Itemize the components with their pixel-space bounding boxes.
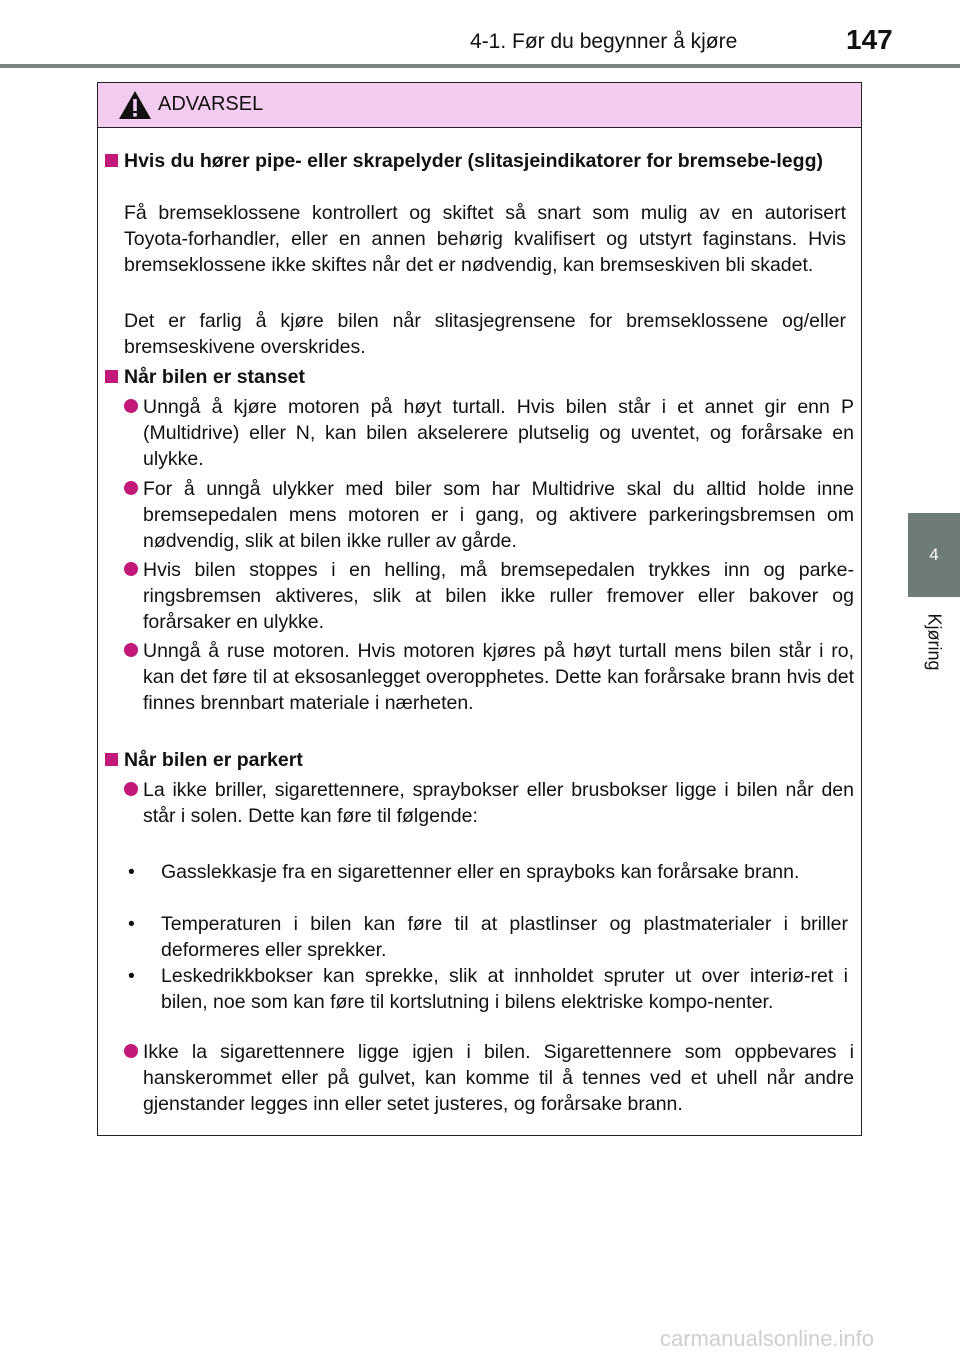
- section-heading-stopped: Når bilen er stanset: [105, 364, 855, 390]
- heading-marker: [105, 370, 118, 383]
- warning-box: [97, 82, 862, 1136]
- sub-list-item: • Leskedrikkbokser kan sprekke, slik at innholdet spruter ut over interiø-ret i bilen, noe som kan føre til kortslutning i bilens elektriske kompo-nenter.: [128, 965, 848, 1013]
- chapter-number: 4: [929, 545, 939, 564]
- list-item: Ikke la sigarettennere ligge igjen i bilen. Sigarettennere som oppbevares i hanskerommet eller på gulvet, kan komme til å tennes ved et uhell når andre gjenstander legges inn eller setet justeres, og forårsake brann.: [124, 1039, 854, 1117]
- list-item: La ikke briller, sigarettennere, spraybokser eller brusbokser ligge i bilen når den står i solen. Dette kan føre til følgende:: [124, 777, 854, 829]
- sub-bullet-mark: •: [128, 861, 135, 883]
- list-item: For å unngå ulykker med biler som har Multidrive skal du alltid holde inne bremsepedalen mens motoren er i gang, og aktivere parkeringsbremsen om nødvendig, slik at bilen ikke ruller av gårde.: [124, 476, 854, 554]
- list-item: Unngå å kjøre motoren på høyt turtall. Hvis bilen står i et annet gir enn P (Multidrive) eller N, kan bilen akselerere plutselig og uventet, og forårsake en ulykke.: [124, 394, 854, 472]
- bullet-dot: [124, 562, 138, 576]
- bullet-dot: [124, 399, 138, 413]
- header-divider: [0, 64, 960, 68]
- chapter-tab[interactable]: [908, 513, 960, 597]
- sub-list-item: • Gasslekkasje fra en sigarettenner eller en sprayboks kan forårsake brann.: [128, 861, 800, 883]
- sub-bullet-mark: •: [128, 913, 135, 935]
- bullet-dot: [124, 481, 138, 495]
- heading-marker: [105, 753, 118, 766]
- bullet-dot: [124, 1044, 138, 1058]
- heading-marker: [105, 154, 118, 167]
- warning-triangle-icon: [118, 90, 152, 120]
- list-item: Hvis bilen stoppes i en helling, må bremsepedalen trykkes inn og parke-ringsbremsen aktiveres, slik at bilen ikke ruller fremover eller bakover og forårsaker en ulykke.: [124, 557, 854, 635]
- watermark: carmanualsonline.info: [660, 1326, 875, 1351]
- sub-bullet-mark: •: [128, 965, 135, 987]
- warning-title: ADVARSEL: [158, 93, 264, 115]
- list-item: Unngå å ruse motoren. Hvis motoren kjøres på høyt turtall mens bilen står i ro, kan det føre til at eksosanlegget overopphetes. Dette kan forårsake brann hvis det finnes brennbart materiale i nærheten.: [124, 638, 854, 716]
- bullet-dot: [124, 643, 138, 657]
- paragraph: Det er farlig å kjøre bilen når slitasjegrensene for bremseklossene og/eller bremseskivene overskrides.: [124, 310, 846, 358]
- page-number: 147: [846, 24, 893, 55]
- warning-header: [98, 83, 861, 128]
- section-heading-brake-wear: Hvis du hører pipe- eller skrapelyder (slitasjeindikatorer for bremsebe-legg): [105, 148, 855, 174]
- paragraph: Få bremseklossene kontrollert og skiftet så snart som mulig av en autorisert Toyota-forhandler, eller en annen behørig kvalifisert og utstyrt faginstans. Hvis bremseklossene ikke skiftes når det er nødvendig, kan bremseskiven bli skadet.: [124, 202, 846, 276]
- section-heading-parked: Når bilen er parkert: [105, 747, 855, 773]
- sub-list-item: • Temperaturen i bilen kan føre til at plastlinser og plastmaterialer i briller deformeres eller sprekker.: [128, 913, 848, 961]
- bullet-dot: [124, 782, 138, 796]
- chapter-label: Kjøring: [924, 613, 945, 671]
- section-title: 4-1. Før du begynner å kjøre: [470, 30, 738, 53]
